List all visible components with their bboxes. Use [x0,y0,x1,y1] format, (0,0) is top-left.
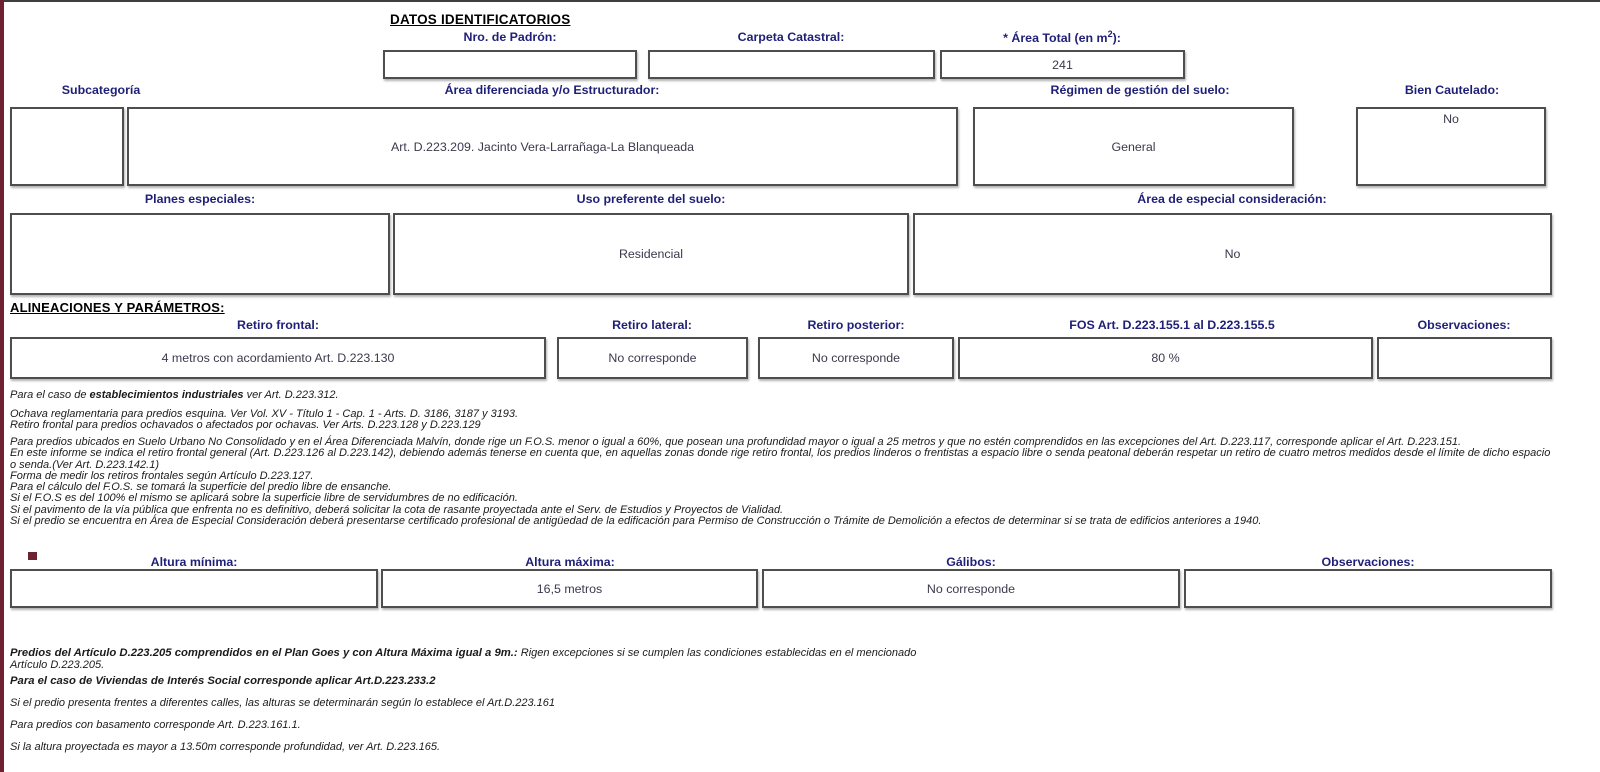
top-window-edge [0,0,1600,2]
regimen-gestion-box: General [973,107,1294,186]
observaciones-alturas-box [1184,569,1552,608]
area-total-field[interactable]: 241 [940,50,1185,79]
note-plan-goes: Predios del Artículo D.223.205 comprendidos en el Plan Goes y con Altura Máxima igual a 9m.: Rigen excepciones si se cumplen las condiciones establecidas en el mencionado Artículo D.223.205. [10,647,917,671]
altura-maxima-box: 16,5 metros [381,569,758,608]
left-page-border [0,0,4,772]
nro-padron-label: Nro. de Padrón: [463,30,557,44]
planes-especiales-label: Planes especiales: [144,192,256,206]
area-total-label: * Área Total (en $m^2$): [1003,29,1121,46]
note-line: Si el predio se encuentra en Área de Especial Consideración deberá presentarse certificado profesional de antigüedad de la edificación para Permiso de Construcción o Trámite de Demolición a efectos de determinar si se trata de edificios anteriores a 1940. [10,515,1262,528]
galibos-label: Gálibos: [946,555,996,569]
observaciones-alturas-label: Observaciones: [1321,555,1415,569]
notes-paragraph [10,437,1552,527]
altura-minima-label: Altura mínima: [150,555,238,569]
red-mark [28,552,37,560]
alineaciones-parametros-title: ALINEACIONES Y PARÁMETROS: [10,300,225,315]
superscript-2: 2 [1107,29,1113,39]
galibos-box: No corresponde [762,569,1180,608]
note-frentes-calles: Si el predio presenta frentes a diferentes calles, las alturas se determinarán según lo establece el Art.D.223.161 [10,697,556,709]
note-line: En este informe se indica el retiro frontal general (Art. D.223.126 al D.223.142), debiendo además tenerse en cuenta que, en aquellas zonas donde rige retiro frontal, los predios linderos o frentistas a espacio libre o senda peatonal deberán respetar un retiro de cuatro metros medidos desde el límite de dicho espacio o senda.(Ver Art. D.223.142.1) [10,447,1551,471]
retiro-posterior-box: No corresponde [758,337,954,379]
note-line: Si el pavimento de la vía pública que enfrenta no es definitivo, deberá solicitar la cota de rasante proyectada ante el Serv. de Estudios y Proyectos de Vialidad. [10,503,784,516]
retiro-frontal-box: 4 metros con acordamiento Art. D.223.130 [10,337,546,379]
retiro-posterior-label: Retiro posterior: [807,318,905,332]
nro-padron-field[interactable] [383,50,637,79]
altura-maxima-label: Altura máxima: [525,555,615,569]
note-viviendas-interes-social: Para el caso de Viviendas de Interés Social corresponde aplicar Art.D.223.233.2 [10,675,436,687]
subcategoria-label: Subcategoría [61,83,141,97]
retiro-frontal-label: Retiro frontal: [237,318,319,332]
area-diferenciada-label: Área diferenciada y/o Estructurador: [444,83,660,97]
note-basamento: Para predios con basamento corresponde Art. D.223.161.1. [10,719,301,731]
area-especial-consideracion-box: No [913,213,1552,295]
uso-preferente-box: Residencial [393,213,909,295]
area-diferenciada-box: Art. D.223.209. Jacinto Vera-Larrañaga-La Blanqueada [127,107,958,186]
datos-identificatorios-title: DATOS IDENTIFICATORIOS [390,12,571,27]
note-line: Forma de medir los retiros frontales según Artículo D.223.127. [10,469,314,482]
observaciones-alineaciones-box [1377,337,1552,379]
observaciones-alineaciones-label: Observaciones: [1417,318,1511,332]
note-industriales: Para el caso de establecimientos industriales ver Art. D.223.312. [10,389,339,401]
carpeta-catastral-label: Carpeta Catastral: [737,30,845,44]
uso-preferente-label: Uso preferente del suelo: [576,192,726,206]
retiro-lateral-label: Retiro lateral: [612,318,692,332]
note-retiro-ochavas: Retiro frontal para predios ochavados o afectados por ochavas. Ver Arts. D.223.128 y D.223.129 [10,419,481,431]
note-line: Para predios ubicados en Suelo Urbano No Consolidado y en el Área Diferenciada Malvín, donde rige un F.O.S. menor o igual a 60%, que posean una profundidad mayor o igual a 25 metros y que no estén comprendidos en las excepciones del Art. D.223.117, corresponde aplicar el Art. D.223.151. [10,436,1462,448]
carpeta-catastral-field[interactable] [648,50,935,79]
note-ochava: Ochava reglamentaria para predios esquina. Ver Vol. XV - Título 1 - Cap. 1 - Arts. D. 3186, 3187 y 3193. [10,408,519,420]
planes-especiales-box [10,213,390,295]
bien-cautelado-label: Bien Cautelado: [1404,83,1500,97]
subcategoria-box [10,107,124,186]
note-line: Para el cálculo del F.O.S. se tomará la superficie del predio libre de ensanche. [10,481,392,494]
bien-cautelado-box: No [1356,107,1546,186]
fos-box: 80 % [958,337,1373,379]
note-line: Si el F.O.S es del 100% el mismo se aplicará sobre la superficie libre de servidumbres de no edificación. [10,492,518,505]
area-especial-consideracion-label: Área de especial consideración: [1137,192,1327,206]
retiro-lateral-box: No corresponde [557,337,748,379]
fos-label: FOS Art. D.223.155.1 al D.223.155.5 [1069,318,1275,332]
note-altura-13-50: Si la altura proyectada es mayor a 13.50m corresponde profundidad, ver Art. D.223.165. [10,741,441,753]
altura-minima-box [10,569,378,608]
regimen-gestion-label: Régimen de gestión del suelo: [1050,83,1230,97]
